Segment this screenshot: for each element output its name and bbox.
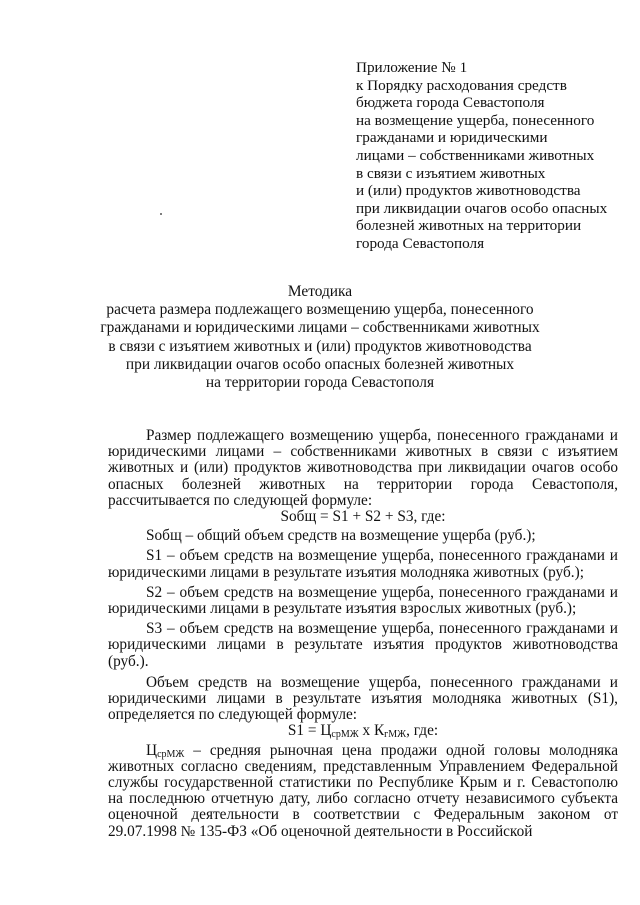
appendix-line: Приложение № 1 [356,59,468,76]
appendix-line: города Севастополя [356,234,485,252]
appendix-line: лицами – собственниками животных [356,146,595,164]
title-line: гражданами и юридическими лицами – собственниками животных [100,319,540,337]
document-body [108,428,618,840]
definition-price [108,743,618,840]
appendix-line: на возмещение ущерба, понесенного [356,111,595,129]
definition-price-symbol: Ц [146,741,158,759]
definition-s3: S3 – объем средств на возмещение ущерба, понесенного гражданами и юридическими лицами в результате изъятия продуктов животноводства (руб.). [108,620,618,670]
definition-s1: S1 – объем средств на возмещение ущерба, понесенного гражданами и юридическими лицами в результате изъятия молодняка животных (руб.); [108,547,618,581]
formula-s1-lhs: S1 = Ц [287,722,332,740]
scan-speck [160,213,162,215]
title-line: расчета размера подлежащего возмещению ущерба, понесенного [106,301,534,319]
appendix-line: болезней животных на территории [356,217,582,235]
definition-s2: S2 – объем средств на возмещение ущерба, понесенного гражданами и юридическими лицами в результате изъятия взрослых животных (руб.); [108,583,618,618]
title-line: при ликвидации очагов особо опасных болезней животных [125,355,515,373]
formula-s1 [108,723,618,739]
paragraph-s1-formula-intro: Объем средств на возмещение ущерба, понесенного гражданами и юридическими лицами в результате изъятия молодняка животных (S1), определяется по следующей формуле: [108,673,618,724]
formula-s1-sub2: гМЖ [384,729,407,741]
formula-s1-mid: х К [358,722,385,740]
appendix-line: и (или) продуктов животноводства [356,182,581,200]
appendix-line: при ликвидации очагов особо опасных [356,199,608,217]
formula-s1-sub1: срМЖ [331,729,359,741]
appendix-line: гражданами и юридическими [356,129,548,147]
title-heading: Методика [287,283,353,300]
formula-total: Sобщ = S1 + S2 + S3, где: [280,508,446,526]
document-title [100,283,540,392]
title-line: на территории города Севастополя [205,374,435,392]
title-line: в связи с изъятием животных и (или) продуктов животноводства [108,337,532,355]
definition-price-sub: срМЖ [157,748,185,760]
appendix-line: в связи с изъятием животных [356,164,546,182]
definition-price-text: – средняя рыночная цена продажи одной головы молодняка животных согласно сведениям, представленным Управлением Федеральной службы государственной статистики по Республике Крым и г. Севастополю на последнюю отчетную дату, либо согласно отчету независимого субъекта оценочной деятельности в соответствии с Федеральным законом от 29.07.1998 № 135-ФЗ «Об оценочной деятельности в Российской [108,741,618,840]
definition-sobsh: Sобщ – общий объем средств на возмещение ущерба (руб.); [146,527,536,545]
appendix-header [356,59,626,253]
formula-s1-rhs: , где: [406,722,439,740]
appendix-line: к Порядку расходования средств [356,76,567,94]
appendix-line: бюджета города Севастополя [356,94,545,112]
paragraph-intro: Размер подлежащего возмещению ущерба, понесенного гражданами и юридическими лицами – собственниками животных в связи с изъятием животных и (или) продуктов животноводства при ликвидации очагов особо опасных болезней животных на территории города Севастополя, рассчитывается по следующей формуле: [108,427,618,509]
